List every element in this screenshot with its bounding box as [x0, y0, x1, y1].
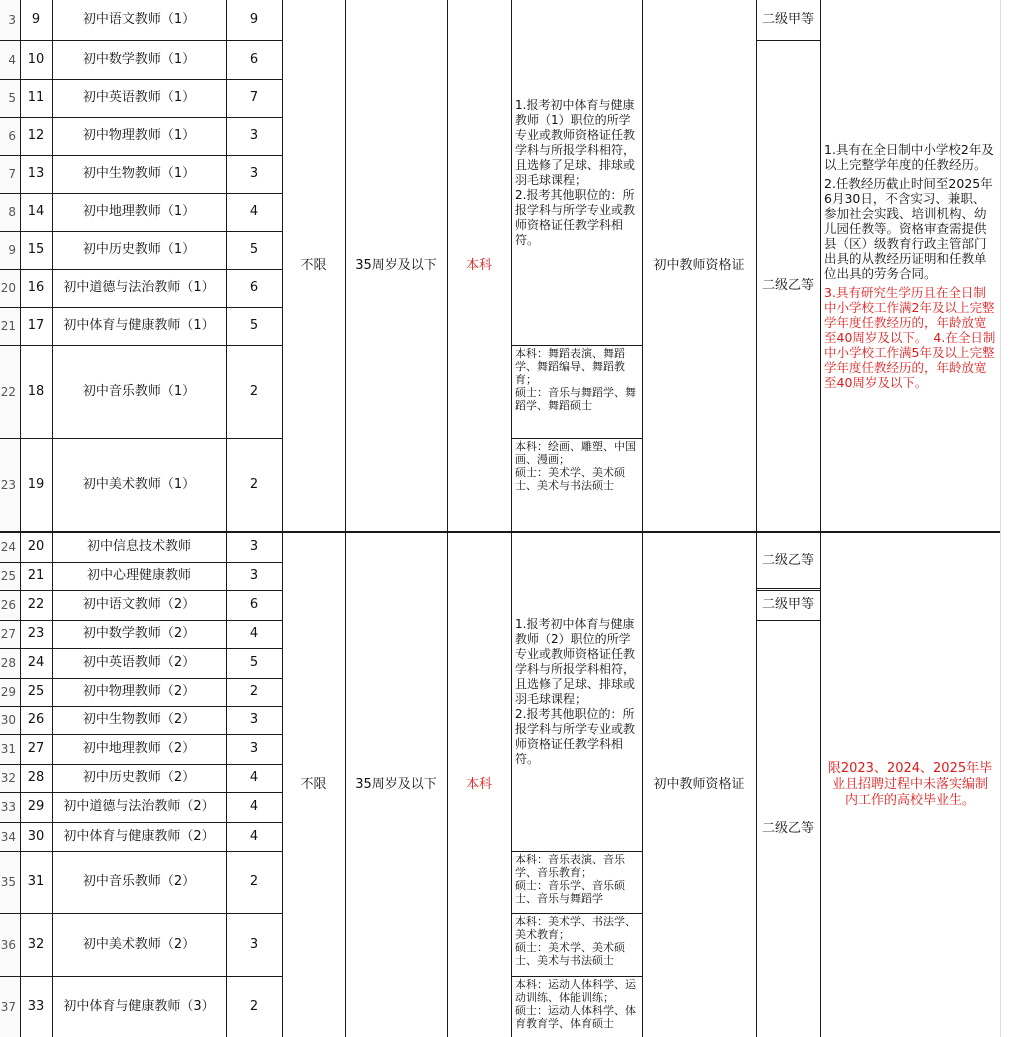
position-cell[interactable]: [52, 734, 226, 764]
row-header[interactable]: [0, 678, 20, 706]
row-header[interactable]: [0, 532, 20, 562]
id-cell-text: 10: [27, 51, 45, 67]
position-cell-text: 初中体育与健康教师（1）: [63, 318, 215, 333]
count-cell-text: 6: [249, 280, 259, 295]
row-border: [0, 562, 282, 563]
id-cell[interactable]: [20, 562, 52, 590]
count-cell[interactable]: [226, 79, 282, 117]
major-music-cell[interactable]: [511, 345, 642, 438]
count-cell-text: 6: [249, 597, 259, 612]
count-cell-text: 4: [249, 626, 259, 641]
row-header-text: 33: [0, 800, 16, 814]
row-border: [511, 913, 642, 914]
position-cell[interactable]: [52, 193, 226, 231]
position-cell-text: 初中音乐教师（1）: [82, 383, 196, 399]
position-cell[interactable]: [52, 590, 226, 620]
row-border: [511, 851, 642, 852]
position-cell[interactable]: [52, 562, 226, 590]
id-cell-text: 33: [27, 998, 45, 1014]
id-cell[interactable]: [20, 678, 52, 706]
major-art-cell-text: 本科：绘画、雕塑、中国画、漫画； 硕士：美术学、美术硕士、美术与书法硕士: [515, 440, 636, 492]
count-cell[interactable]: [226, 792, 282, 822]
education-cell-text: 本科: [465, 258, 492, 273]
count-cell-text: 3: [249, 712, 259, 727]
row-header[interactable]: [0, 193, 20, 231]
row-header-text: 30: [0, 713, 16, 727]
position-cell[interactable]: [52, 307, 226, 345]
row-header[interactable]: [0, 269, 20, 307]
column-border: [447, 0, 448, 1037]
count-cell[interactable]: [226, 620, 282, 648]
count-cell[interactable]: [226, 648, 282, 678]
position-cell-text: 初中道德与法治教师（2）: [63, 799, 215, 814]
count-cell-text: 4: [249, 828, 259, 844]
id-cell[interactable]: [20, 345, 52, 438]
row-header-text: 3: [8, 13, 16, 27]
id-cell-text: 13: [27, 166, 45, 181]
row-header[interactable]: [0, 976, 20, 1037]
column-border: [642, 0, 643, 1037]
mandarin-level-cell-text: 二级乙等: [761, 278, 814, 293]
position-cell-text: 初中信息技术教师: [86, 539, 191, 554]
id-cell-text: 17: [27, 318, 45, 333]
row-border: [0, 976, 282, 977]
count-cell-text: 5: [249, 242, 259, 257]
requirement-note-1: 1.具有在全日制中小学校2年及以上完整学年度的任教经历。: [824, 142, 994, 172]
position-cell[interactable]: [52, 40, 226, 79]
certificate-cell[interactable]: [642, 0, 756, 532]
major-art-cell[interactable]: [511, 913, 642, 976]
count-cell[interactable]: [226, 764, 282, 792]
row-border: [0, 590, 282, 591]
row-border: [0, 620, 282, 621]
major-music-cell-text: 本科：舞蹈表演、舞蹈学、舞蹈编导、舞蹈教育； 硕士：音乐与舞蹈学、舞蹈学、舞蹈硕士: [515, 347, 636, 412]
position-cell-text: 初中体育与健康教师（2）: [63, 828, 215, 844]
id-cell-text: 32: [27, 936, 45, 952]
count-cell-text: 5: [249, 655, 259, 670]
row-header-text: 22: [0, 384, 16, 399]
id-cell[interactable]: [20, 734, 52, 764]
position-cell[interactable]: [52, 269, 226, 307]
mandarin-level-cell[interactable]: [756, 40, 820, 532]
education-cell[interactable]: [447, 0, 511, 532]
row-header[interactable]: [0, 0, 20, 40]
id-cell[interactable]: [20, 648, 52, 678]
id-cell[interactable]: [20, 913, 52, 976]
requirements-notes: [824, 142, 996, 390]
major-music-cell-text: 本科：音乐表演、音乐学、音乐教育； 硕士：音乐学、音乐硕士、音乐与舞蹈学: [515, 853, 625, 905]
requirements-cell[interactable]: [820, 532, 1000, 1037]
count-cell[interactable]: [226, 562, 282, 590]
row-border: [0, 79, 282, 80]
mandarin-level-cell[interactable]: [756, 590, 820, 620]
count-cell[interactable]: [226, 438, 282, 532]
row-header[interactable]: [0, 792, 20, 822]
major-cell[interactable]: [511, 0, 642, 345]
position-cell-text: 初中历史教师（2）: [82, 770, 196, 785]
position-cell[interactable]: [52, 620, 226, 648]
id-cell-text: 15: [27, 242, 45, 257]
row-border: [0, 764, 282, 765]
row-header[interactable]: [0, 562, 20, 590]
position-cell-text: 初中体育与健康教师（3）: [63, 998, 215, 1014]
row-border: [511, 438, 642, 439]
count-cell-text: 6: [249, 51, 259, 67]
row-border: [0, 193, 282, 194]
row-border: [756, 40, 820, 41]
count-cell[interactable]: [226, 706, 282, 734]
position-cell-text: 初中物理教师（2）: [82, 684, 196, 699]
row-header[interactable]: [0, 706, 20, 734]
row-header[interactable]: [0, 231, 20, 269]
row-border: [0, 822, 282, 823]
row-header-text: 37: [0, 999, 16, 1014]
count-cell-text: 2: [249, 477, 259, 492]
row-border: [0, 269, 282, 270]
row-header-text: 36: [0, 937, 16, 952]
major-music-cell[interactable]: [511, 851, 642, 913]
row-header[interactable]: [0, 438, 20, 532]
row-header[interactable]: [0, 648, 20, 678]
position-cell[interactable]: [52, 976, 226, 1037]
row-header[interactable]: [0, 590, 20, 620]
column-border: [756, 0, 757, 1037]
position-cell[interactable]: [52, 0, 226, 40]
mandarin-level-cell[interactable]: [756, 532, 820, 590]
mandarin-level-cell-text: 二级乙等: [761, 553, 814, 568]
count-cell-text: 3: [249, 166, 259, 181]
requirements-cell[interactable]: [820, 0, 1000, 532]
row-header[interactable]: [0, 345, 20, 438]
id-cell[interactable]: [20, 117, 52, 155]
row-header-text: 7: [8, 167, 16, 181]
id-cell-text: 11: [27, 90, 45, 105]
id-cell-text: 27: [27, 741, 45, 756]
major-cell[interactable]: [511, 532, 642, 851]
id-cell[interactable]: [20, 155, 52, 193]
id-cell-text: 25: [27, 684, 45, 699]
row-header-text: 28: [0, 656, 16, 670]
gender-cell[interactable]: [282, 0, 345, 532]
sheet-gridline: [1000, 0, 1001, 1037]
id-cell[interactable]: [20, 822, 52, 851]
count-cell[interactable]: [226, 590, 282, 620]
id-cell[interactable]: [20, 851, 52, 913]
count-cell[interactable]: [226, 0, 282, 40]
count-cell[interactable]: [226, 117, 282, 155]
row-header[interactable]: [0, 764, 20, 792]
row-header[interactable]: [0, 822, 20, 851]
count-cell[interactable]: [226, 532, 282, 562]
age-cell[interactable]: [345, 532, 447, 1037]
row-header-text: 4: [8, 52, 16, 67]
count-cell-text: 9: [249, 12, 259, 27]
row-header-text: 31: [0, 742, 16, 756]
row-header-text: 8: [8, 205, 16, 219]
count-cell[interactable]: [226, 913, 282, 976]
position-cell[interactable]: [52, 822, 226, 851]
certificate-cell[interactable]: [642, 532, 756, 1037]
id-cell-text: 20: [27, 539, 45, 554]
row-header[interactable]: [0, 913, 20, 976]
count-cell[interactable]: [226, 851, 282, 913]
row-border: [0, 40, 282, 41]
id-cell-text: 14: [27, 204, 45, 219]
position-cell[interactable]: [52, 706, 226, 734]
row-border: [756, 588, 820, 589]
major-art-cell[interactable]: [511, 438, 642, 532]
row-header-text: 9: [8, 243, 16, 257]
position-cell-text: 初中英语教师（2）: [82, 655, 196, 670]
row-header[interactable]: [0, 620, 20, 648]
id-cell-text: 21: [27, 568, 45, 583]
position-cell[interactable]: [52, 231, 226, 269]
position-cell-text: 初中语文教师（2）: [82, 597, 196, 612]
major-cell-text: 1.报考初中体育与健康教师（1）职位的所学专业或教师资格证任教学科与所报学科相符，且选修了足球、排球或羽毛球课程； 2.报考其他职位的：所报学科与所学专业或教师资格证任教学科相符。: [515, 97, 636, 247]
education-cell[interactable]: [447, 532, 511, 1037]
count-cell[interactable]: [226, 345, 282, 438]
position-cell[interactable]: [52, 438, 226, 532]
row-header-text: 34: [0, 829, 16, 844]
id-cell[interactable]: [20, 231, 52, 269]
count-cell[interactable]: [226, 269, 282, 307]
position-cell-text: 初中生物教师（1）: [82, 166, 196, 181]
row-border: [0, 531, 1000, 533]
row-border: [0, 155, 282, 156]
column-border: [820, 0, 821, 1037]
row-header[interactable]: [0, 79, 20, 117]
count-cell[interactable]: [226, 231, 282, 269]
major-pe-cell-text: 本科：运动人体科学、运动训练、体能训练； 硕士：运动人体科学、体育教育学、体育硕士: [515, 978, 636, 1030]
id-cell-text: 22: [27, 597, 45, 612]
id-cell[interactable]: [20, 269, 52, 307]
count-cell-text: 4: [249, 770, 259, 785]
row-border: [0, 734, 282, 735]
id-cell-text: 31: [27, 874, 45, 889]
row-header-text: 21: [0, 319, 16, 333]
id-cell[interactable]: [20, 764, 52, 792]
count-cell-text: 7: [249, 90, 259, 105]
position-cell[interactable]: [52, 851, 226, 913]
id-cell[interactable]: [20, 40, 52, 79]
row-border: [0, 438, 282, 439]
row-header-text: 27: [0, 627, 16, 641]
position-cell[interactable]: [52, 117, 226, 155]
id-cell-text: 26: [27, 712, 45, 727]
count-cell-text: 2: [249, 874, 259, 889]
id-cell-text: 12: [27, 128, 45, 143]
position-cell[interactable]: [52, 913, 226, 976]
row-border: [0, 851, 282, 852]
id-cell[interactable]: [20, 590, 52, 620]
row-header-text: 20: [0, 281, 16, 295]
id-cell-text: 24: [27, 655, 45, 670]
row-border: [0, 117, 282, 118]
id-cell[interactable]: [20, 193, 52, 231]
id-cell-text: 19: [27, 477, 45, 492]
position-cell-text: 初中物理教师（1）: [82, 128, 196, 143]
major-art-cell-text: 本科：美术学、书法学、美术教育； 硕士：美术学、美术硕士、美术与书法硕士: [515, 915, 636, 967]
row-border: [0, 706, 282, 707]
count-cell[interactable]: [226, 678, 282, 706]
position-cell[interactable]: [52, 678, 226, 706]
mandarin-level-cell-text: 二级甲等: [761, 597, 814, 612]
row-border: [0, 678, 282, 679]
row-header-text: 23: [0, 478, 16, 492]
id-cell[interactable]: [20, 0, 52, 40]
row-header[interactable]: [0, 851, 20, 913]
age-cell[interactable]: [345, 0, 447, 532]
education-cell-text: 本科: [465, 776, 492, 792]
row-border: [0, 913, 282, 914]
age-cell-text: 35周岁及以下: [355, 258, 437, 273]
count-cell-text: 2: [249, 998, 259, 1014]
row-header-text: 25: [0, 569, 16, 583]
row-border: [0, 345, 282, 346]
row-border: [0, 231, 282, 232]
count-cell-text: 2: [249, 383, 259, 399]
mandarin-level-cell[interactable]: [756, 0, 820, 40]
row-header-text: 35: [0, 875, 16, 889]
column-border: [511, 0, 512, 1037]
major-cell-text: 1.报考初中体育与健康教师（2）职位的所学专业或教师资格证任教学科与所报学科相符，且选修了足球、排球或羽毛球课程； 2.报考其他职位的：所报学科与所学专业或教师资格证任教学科相符。: [515, 616, 636, 766]
count-cell[interactable]: [226, 822, 282, 851]
count-cell-text: 2: [249, 684, 259, 699]
row-header-text: 26: [0, 598, 16, 612]
position-cell-text: 初中地理教师（2）: [82, 741, 196, 756]
certificate-cell-text: 初中教师资格证: [653, 776, 745, 792]
row-header-text: 5: [8, 91, 16, 105]
position-cell-text: 初中心理健康教师: [86, 568, 191, 583]
mandarin-level-cell[interactable]: [756, 620, 820, 1037]
requirement-note-3: 3.具有研究生学历且在全日制中小学校工作满2年及以上完整学年度任教经历的，年龄放宽至40周岁及以下。: [824, 285, 995, 345]
age-cell-text: 35周岁及以下: [355, 776, 437, 792]
count-cell[interactable]: [226, 193, 282, 231]
count-cell-text: 3: [249, 936, 259, 952]
id-cell[interactable]: [20, 792, 52, 822]
row-header[interactable]: [0, 117, 20, 155]
position-cell-text: 初中美术教师（1）: [82, 477, 196, 492]
count-cell[interactable]: [226, 734, 282, 764]
count-cell-text: 4: [249, 799, 259, 814]
position-cell-text: 初中地理教师（1）: [82, 204, 196, 219]
gender-cell-text: 不限: [300, 776, 327, 792]
id-cell[interactable]: [20, 706, 52, 734]
position-cell[interactable]: [52, 345, 226, 438]
id-cell[interactable]: [20, 976, 52, 1037]
column-border: [345, 0, 346, 1037]
row-border: [756, 620, 820, 621]
count-cell-text: 3: [249, 128, 259, 143]
row-header[interactable]: [0, 307, 20, 345]
row-header[interactable]: [0, 155, 20, 193]
requirement-note-2: 2.任教经历截止时间至2025年6月30日，不含实习、兼职、参加社会实践、培训机构、幼儿园任教等。资格审查需提供县（区）级教育行政主管部门出具的从教经历证明和任教单位出具的劳务合同。: [824, 176, 993, 281]
position-cell-text: 初中生物教师（2）: [82, 712, 196, 727]
row-header-text: 24: [0, 540, 16, 554]
id-cell-text: 9: [31, 12, 41, 27]
id-cell[interactable]: [20, 438, 52, 532]
row-border: [511, 976, 642, 977]
position-cell[interactable]: [52, 648, 226, 678]
id-cell-text: 16: [27, 280, 45, 295]
row-border: [0, 648, 282, 649]
row-border: [0, 792, 282, 793]
gender-cell[interactable]: [282, 532, 345, 1037]
row-border: [756, 590, 820, 591]
position-cell-text: 初中语文教师（1）: [82, 12, 196, 27]
row-header-text: 32: [0, 771, 16, 785]
position-cell-text: 初中美术教师（2）: [82, 936, 196, 952]
position-cell-text: 初中道德与法治教师（1）: [63, 280, 215, 295]
position-cell-text: 初中数学教师（2）: [82, 626, 196, 641]
position-cell-text: 初中数学教师（1）: [82, 51, 196, 67]
mandarin-level-cell-text: 二级乙等: [761, 820, 814, 836]
row-header[interactable]: [0, 40, 20, 79]
position-cell-text: 初中历史教师（1）: [82, 242, 196, 257]
requirement-note-4: 4.在全日制中小学校工作满5年及以上完整学年度任教经历的，年龄放宽至40周岁及以下。: [824, 330, 996, 390]
id-cell-text: 28: [27, 770, 45, 785]
count-cell-text: 4: [249, 204, 259, 219]
major-pe-cell[interactable]: [511, 976, 642, 1037]
id-cell-text: 29: [27, 799, 45, 814]
certificate-cell-text: 初中教师资格证: [653, 258, 745, 273]
count-cell-text: 3: [249, 539, 259, 554]
requirements-cell-text: 限2023、2024、2025年毕业且招聘过程中未落实编制内工作的高校毕业生。: [827, 760, 993, 808]
gender-cell-text: 不限: [300, 258, 327, 273]
row-header-text: 6: [8, 129, 16, 143]
count-cell[interactable]: [226, 307, 282, 345]
position-cell[interactable]: [52, 532, 226, 562]
row-border: [511, 345, 642, 346]
row-header-text: 29: [0, 685, 16, 699]
id-cell-text: 30: [27, 828, 45, 844]
position-cell-text: 初中英语教师（1）: [82, 90, 196, 105]
count-cell[interactable]: [226, 976, 282, 1037]
count-cell-text: 3: [249, 568, 259, 583]
column-border: [282, 0, 283, 1037]
position-cell[interactable]: [52, 155, 226, 193]
id-cell-text: 18: [27, 383, 45, 399]
id-cell[interactable]: [20, 532, 52, 562]
position-cell[interactable]: [52, 764, 226, 792]
count-cell-text: 5: [249, 318, 259, 333]
position-cell[interactable]: [52, 79, 226, 117]
mandarin-level-cell-text: 二级甲等: [761, 12, 814, 27]
id-cell[interactable]: [20, 620, 52, 648]
row-header[interactable]: [0, 734, 20, 764]
id-cell[interactable]: [20, 79, 52, 117]
position-cell[interactable]: [52, 792, 226, 822]
count-cell[interactable]: [226, 40, 282, 79]
id-cell-text: 23: [27, 626, 45, 641]
id-cell[interactable]: [20, 307, 52, 345]
count-cell[interactable]: [226, 155, 282, 193]
position-cell-text: 初中音乐教师（2）: [82, 874, 196, 889]
count-cell-text: 3: [249, 741, 259, 756]
row-border: [0, 307, 282, 308]
